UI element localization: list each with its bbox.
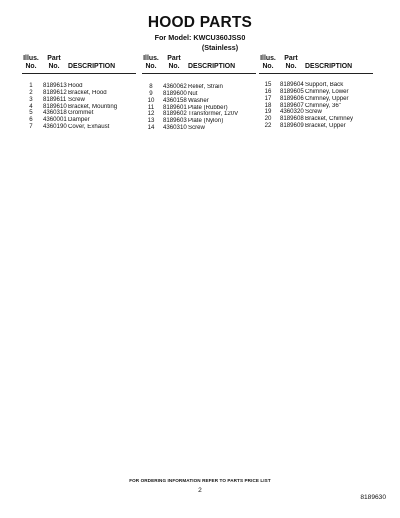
part-description: Screw [68,96,85,103]
part-description: Chimney, Upper [305,95,349,102]
part-number: 8189607 [280,101,304,109]
table-row [259,89,373,96]
table-row [259,96,373,103]
part-description: Chimney, Lower [305,88,349,95]
table-row [22,97,136,104]
part-number: 4360318 [43,109,67,117]
illus-header [142,55,160,72]
table-row [22,124,136,131]
table-row [259,123,373,130]
parts-rows [259,82,373,130]
illus-header-line1: Illus. [260,55,276,62]
illus-number: 16 [264,87,272,95]
parts-rows [22,83,136,131]
illus-number: 5 [29,109,33,117]
part-description: Relief, Strain [188,83,223,90]
part-description: Grommet [68,110,94,117]
model-subtitle [0,33,400,52]
part-description: Damper [68,117,90,124]
illus-number: 2 [29,88,33,96]
part-number: 8189605 [280,87,304,95]
table-row [22,83,136,90]
illus-number: 22 [264,122,272,130]
table-row [259,103,373,110]
table-row [22,117,136,124]
part-number: 8189608 [280,115,304,123]
part-description: Bracket, Upper [305,123,346,130]
illus-header [22,55,40,72]
part-header-line2: No. [285,63,297,71]
part-header-line2: No. [168,63,180,71]
part-number: 8189604 [280,80,304,88]
table-row [22,110,136,117]
part-number: 8189606 [280,94,304,102]
illus-number: 20 [264,115,272,123]
table-row [142,125,256,132]
table-row [22,104,136,111]
part-number: 4360001 [43,116,67,124]
table-row [142,118,256,125]
illus-number: 19 [264,108,272,116]
part-number: 8189613 [43,81,67,89]
column-header [142,55,256,74]
table-row [142,105,256,112]
table-row [259,82,373,89]
parts-table [22,55,384,135]
part-description: Support, Back [305,81,344,88]
part-description: Transformer, 120V [188,111,239,118]
illus-header-line2: No. [25,63,37,71]
illus-number: 3 [29,95,33,103]
parts-column [22,55,136,131]
part-number: 4360062 [163,82,187,90]
page-number: 2 [198,487,202,494]
illus-number: 12 [147,110,155,118]
part-description: Bracket, Mounting [68,103,118,110]
illus-number: 7 [29,123,33,131]
illus-number: 18 [264,101,272,109]
page-title: HOOD PARTS [147,14,253,31]
illus-number: 14 [147,124,155,132]
description-header: DESCRIPTION [68,63,116,71]
part-description: Nut [188,90,198,97]
part-number: 8189600 [163,89,187,97]
part-number: 8189611 [43,95,67,103]
illus-number: 11 [147,103,155,111]
illus-number: 13 [147,117,155,125]
variant-line: (Stainless) [201,42,239,52]
part-description: Screw [305,109,322,116]
table-row [259,109,373,116]
part-description: Cover, Exhaust [68,124,110,131]
illus-number: 8 [149,82,153,90]
illus-number: 15 [264,80,272,88]
description-header: DESCRIPTION [305,63,353,71]
parts-rows [142,82,256,132]
part-description: Washer [188,97,209,104]
part-description: Chimney, 36" [305,102,341,109]
illus-number: 9 [149,89,153,97]
part-header-line1: Part [167,55,181,62]
table-row [142,98,256,105]
part-number: 8189612 [43,88,67,96]
column-header [22,55,136,74]
part-description: Plate (Rubber) [188,104,228,111]
part-number: 8189601 [163,103,187,111]
parts-column [142,55,256,132]
part-description: Plate (Nylon) [188,118,224,125]
illus-header [259,55,277,72]
part-header [277,55,302,72]
part-number: 4360320 [280,108,304,116]
table-row [142,84,256,91]
part-number: 4360158 [163,96,187,104]
description-header: DESCRIPTION [188,63,236,71]
part-number: 8189602 [163,110,187,118]
part-header [160,55,185,72]
illus-number: 17 [264,94,272,102]
part-header-line1: Part [284,55,298,62]
model-line: For Model: KWCU360JSS0 [154,33,246,42]
part-header-line1: Part [47,55,61,62]
document-number: 8189630 [360,494,386,501]
part-description: Bracket, Chimney [305,116,354,123]
table-row [142,91,256,98]
illus-number: 6 [29,116,33,124]
part-number: 8189610 [43,102,67,110]
part-number: 4360310 [163,124,187,132]
ordering-note: FOR ORDERING INFORMATION REFER TO PARTS PRICE LIST [129,478,271,483]
illus-header-line1: Illus. [23,55,39,62]
table-row [259,116,373,123]
part-description: Bracket, Hood [68,89,107,96]
illus-header-line1: Illus. [143,55,159,62]
part-number: 8189603 [163,117,187,125]
table-row [142,111,256,118]
table-row [22,90,136,97]
illus-number: 10 [147,96,155,104]
part-header-line2: No. [48,63,60,71]
illus-number: 4 [29,102,33,110]
illus-header-line2: No. [262,63,274,71]
illus-number: 1 [29,81,33,89]
part-number: 8189609 [280,122,304,130]
parts-column [259,55,373,130]
part-description: Screw [188,125,205,132]
part-number: 4360190 [43,123,67,131]
illus-header-line2: No. [145,63,157,71]
part-header [40,55,65,72]
column-header [259,55,373,74]
part-description: Hood [68,82,83,89]
